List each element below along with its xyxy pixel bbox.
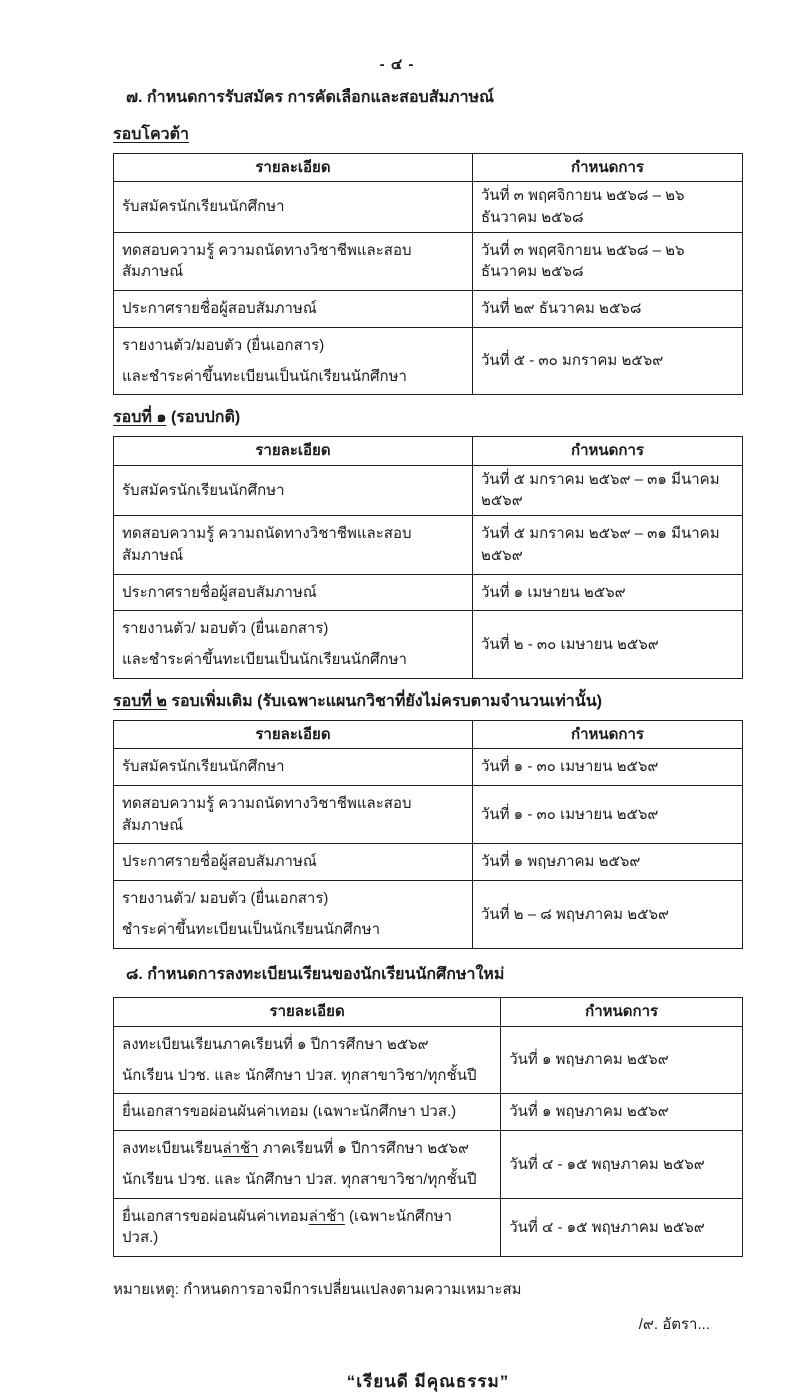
- text-segment: นักเรียน ปวช. และ นักศึกษา ปวส. ทุกสาขาวิชา/ทุกชั้นปี: [122, 1170, 477, 1188]
- schedule-cell: วันที่ ๓ พฤศจิกายน ๒๕๖๘ – ๒๖ ธันวาคม ๒๕๖๘: [472, 232, 742, 291]
- round-2-table: [113, 720, 743, 949]
- table-row: [114, 182, 743, 233]
- text-segment: ประกาศรายชื่อผู้สอบสัมภาษณ์: [122, 853, 317, 871]
- table-row: [114, 291, 743, 328]
- detail-cell: [114, 785, 473, 844]
- registration-table: [113, 997, 743, 1257]
- section-7-title: ๗. กำหนดการรับสมัคร การคัดเลือกและสอบสัมภาษณ์: [126, 89, 494, 106]
- detail-line: [122, 1034, 492, 1056]
- round-1-table: [113, 436, 743, 679]
- header-row: [114, 437, 743, 466]
- schedule-cell: วันที่ ๓ พฤศจิกายน ๒๕๖๘ – ๒๖ ธันวาคม ๒๕๖๘: [472, 182, 742, 233]
- text-segment: ภาคเรียนที่ ๑ ปีการศึกษา ๒๕๖๙: [258, 1140, 470, 1158]
- schedule-cell: วันที่ ๕ มกราคม ๒๕๖๙ – ๓๑ มีนาคม ๒๕๖๙: [472, 516, 742, 575]
- column-header: รายละเอียด: [114, 437, 473, 466]
- schedule-cell: วันที่ ๒๙ ธันวาคม ๒๕๖๘: [472, 291, 742, 328]
- detail-cell: [114, 232, 473, 291]
- detail-cell: [114, 611, 473, 679]
- detail-cell: [114, 465, 473, 516]
- schedule-cell: วันที่ ๑ - ๓๐ เมษายน ๒๕๖๙: [472, 785, 742, 844]
- schedule-cell: วันที่ ๑ พฤษภาคม ๒๕๖๙: [472, 844, 742, 881]
- table-row: [114, 1131, 743, 1199]
- detail-line: [122, 1101, 492, 1123]
- column-header: รายละเอียด: [114, 720, 473, 749]
- text-segment: รับสมัครนักเรียนนักศึกษา: [122, 197, 285, 215]
- text-segment: ทดสอบความรู้ ความถนัดทางวิชาชีพและสอบสัมภาษณ์: [122, 794, 412, 834]
- detail-line: [122, 618, 464, 640]
- text-segment: ประกาศรายชื่อผู้สอบสัมภาษณ์: [122, 300, 317, 318]
- detail-cell: [114, 327, 473, 395]
- quota-round-table: [113, 153, 743, 396]
- detail-line: [122, 793, 464, 837]
- header-row: [114, 720, 743, 749]
- table-row: [114, 1026, 743, 1094]
- underlined-text: รอบที่ ๑: [113, 409, 167, 427]
- table-row: [114, 465, 743, 516]
- schedule-cell: วันที่ ๑ - ๓๐ เมษายน ๒๕๖๙: [472, 749, 742, 786]
- table-row: [114, 749, 743, 786]
- detail-line: [122, 298, 464, 320]
- column-header: กำหนดการ: [472, 720, 742, 749]
- detail-cell: [114, 182, 473, 233]
- detail-cell: [114, 749, 473, 786]
- detail-cell: [114, 1131, 501, 1199]
- table-row: [114, 844, 743, 881]
- round-heading-1: [113, 408, 743, 429]
- text-segment: รอบเพิ่มเติม (รับเฉพาะแผนกวิชาที่ยังไม่ครบตามจำนวนเท่านั้น): [166, 692, 602, 710]
- header-row: [114, 153, 743, 182]
- detail-line: [122, 1065, 492, 1087]
- detail-cell: [114, 516, 473, 575]
- text-segment: รับสมัครนักเรียนนักศึกษา: [122, 481, 285, 499]
- schedule-cell: วันที่ ๑ พฤษภาคม ๒๕๖๙: [501, 1026, 743, 1094]
- page-number: - ๔ -: [379, 56, 415, 73]
- detail-cell: [114, 291, 473, 328]
- column-header: กำหนดการ: [501, 998, 743, 1027]
- table-row: [114, 327, 743, 395]
- detail-line: [122, 582, 464, 604]
- detail-line: [122, 649, 464, 671]
- text-segment: ทดสอบความรู้ ความถนัดทางวิชาชีพและสอบสัมภาษณ์: [122, 241, 412, 281]
- school-motto: “เรียนดี มีคุณธรรม”: [346, 1372, 510, 1392]
- column-header: รายละเอียด: [114, 998, 501, 1027]
- detail-line: [122, 888, 464, 910]
- text-segment: ลงทะเบียนเรียน: [122, 1140, 223, 1158]
- text-segment: ชำระค่าขึ้นทะเบียนเป็นนักเรียนนักศึกษา: [122, 920, 381, 938]
- underlined-text: รอบที่ ๒: [113, 692, 167, 710]
- round-heading-quota: [113, 125, 743, 146]
- detail-line: [122, 851, 464, 873]
- detail-cell: [114, 574, 473, 611]
- detail-line: [122, 919, 464, 941]
- schedule-cell: วันที่ ๑ เมษายน ๒๕๖๙: [472, 574, 742, 611]
- text-segment: (รอบปกติ): [166, 409, 241, 427]
- header-row: [114, 998, 743, 1027]
- text-segment: ทดสอบความรู้ ความถนัดทางวิชาชีพและสอบสัมภาษณ์: [122, 525, 412, 564]
- underlined-text: ล่าช้า: [308, 1207, 345, 1225]
- underlined-text: ล่าช้า: [222, 1140, 259, 1158]
- detail-line: [122, 366, 464, 388]
- detail-line: [122, 1169, 492, 1191]
- schedule-cell: วันที่ ๔ - ๑๕ พฤษภาคม ๒๕๖๙: [501, 1131, 743, 1199]
- column-header: กำหนดการ: [472, 153, 742, 182]
- section-8-title: ๘. กำหนดการลงทะเบียนเรียนของนักเรียนนักศึกษาใหม่: [126, 965, 505, 983]
- schedule-cell: วันที่ ๑ พฤษภาคม ๒๕๖๙: [501, 1094, 743, 1131]
- text-segment: ยื่นเอกสารขอผ่อนผันค่าเทอม (เฉพาะนักศึกษา ปวส.): [122, 1103, 457, 1121]
- page-content: [113, 88, 743, 1395]
- detail-cell: [114, 1198, 501, 1257]
- detail-cell: [114, 1094, 501, 1131]
- schedule-cell: วันที่ ๕ - ๓๐ มกราคม ๒๕๖๙: [472, 327, 742, 395]
- detail-line: [122, 335, 464, 357]
- text-segment: รายงานตัว/มอบตัว (ยื่นเอกสาร): [122, 336, 325, 354]
- detail-line: [122, 196, 464, 218]
- text-segment: รายงานตัว/ มอบตัว (ยื่นเอกสาร): [122, 890, 329, 908]
- detail-cell: [114, 844, 473, 881]
- detail-cell: [114, 881, 473, 949]
- text-segment: รับสมัครนักเรียนนักศึกษา: [122, 758, 285, 776]
- detail-cell: [114, 1026, 501, 1094]
- detail-line: [122, 480, 464, 502]
- table-row: [114, 516, 743, 575]
- table-row: [114, 574, 743, 611]
- text-segment: และชำระค่าขึ้นทะเบียนเป็นนักเรียนนักศึกษา: [122, 367, 407, 385]
- round-heading-2: [113, 692, 743, 713]
- schedule-cell: วันที่ ๒ - ๓๐ เมษายน ๒๕๖๙: [472, 611, 742, 679]
- text-segment: ลงทะเบียนเรียนภาคเรียนที่ ๑ ปีการศึกษา ๒๕๖๙: [122, 1035, 429, 1053]
- text-segment: และชำระค่าขึ้นทะเบียนเป็นนักเรียนนักศึกษา: [122, 651, 407, 669]
- schedule-cell: วันที่ ๕ มกราคม ๒๕๖๙ – ๓๑ มีนาคม ๒๕๖๙: [472, 465, 742, 516]
- remark-note: หมายเหตุ: กำหนดการอาจมีการเปลี่ยนแปลงตามความเหมาะสม: [113, 1281, 522, 1299]
- table-row: [114, 232, 743, 291]
- column-header: รายละเอียด: [114, 153, 473, 182]
- text-segment: ยื่นเอกสารขอผ่อนผันค่าเทอม: [122, 1207, 309, 1225]
- schedule-cell: วันที่ ๒ – ๘ พฤษภาคม ๒๕๖๙: [472, 881, 742, 949]
- detail-line: [122, 240, 464, 284]
- continuation-mark: /๙. อัตรา...: [638, 1316, 710, 1334]
- text-segment: (เฉพาะนักศึกษา ปวส.): [122, 1207, 452, 1247]
- table-row: [114, 611, 743, 679]
- schedule-cell: วันที่ ๔ - ๑๕ พฤษภาคม ๒๕๖๙: [501, 1198, 743, 1257]
- detail-line: [122, 1206, 492, 1250]
- underlined-text: รอบโควต้า: [113, 125, 190, 143]
- detail-line: [122, 1138, 492, 1160]
- detail-line: [122, 523, 464, 567]
- table-row: [114, 881, 743, 949]
- text-segment: นักเรียน ปวช. และ นักศึกษา ปวส. ทุกสาขาวิชา/ทุกชั้นปี: [122, 1066, 477, 1084]
- detail-line: [122, 756, 464, 778]
- text-segment: ประกาศรายชื่อผู้สอบสัมภาษณ์: [122, 583, 317, 601]
- table-row: [114, 1198, 743, 1257]
- table-row: [114, 785, 743, 844]
- text-segment: รายงานตัว/ มอบตัว (ยื่นเอกสาร): [122, 620, 329, 638]
- column-header: กำหนดการ: [472, 437, 742, 466]
- table-row: [114, 1094, 743, 1131]
